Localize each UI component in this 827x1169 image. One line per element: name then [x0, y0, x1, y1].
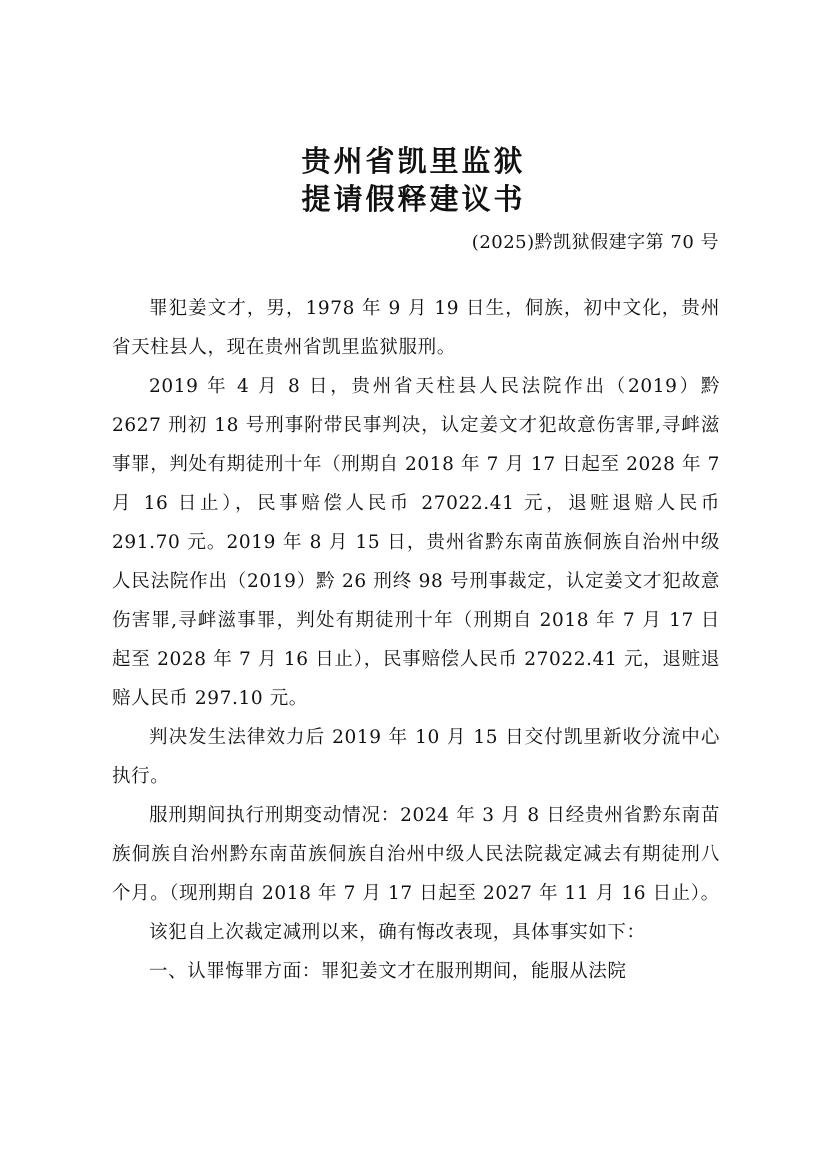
paragraph-sentence-change: 服刑期间执行刑期变动情况：2024 年 3 月 8 日经贵州省黔东南苗族侗族自治州黔东南苗族侗族自治州中级人民法院裁定减去有期徒刑八个月。（现刑期自 2018 年 7 月 17 日起至 2027 年 11 月 16 日止）。 — [112, 805, 720, 904]
paragraph-repentance-intro: 该犯自上次裁定减刑以来，确有悔改表现，具体事实如下： — [149, 922, 646, 943]
paragraph-inmate-info: 罪犯姜文才，男，1978 年 9 月 19 日生，侗族，初中文化，贵州省天柱县人，现在贵州省凯里监狱服刑。 — [112, 298, 720, 358]
document-number: (2025)黔凯狱假建字第 70 号 — [471, 232, 719, 253]
paragraph-confession-section: 一、认罪悔罪方面：罪犯姜文才在服刑期间，能服从法院 — [149, 961, 627, 982]
document-title-issuer: 贵州省凯里监狱 — [301, 144, 526, 178]
paragraph-execution: 判决发生法律效力后 2019 年 10 月 15 日交付凯里新收分流中心执行。 — [112, 727, 720, 787]
document-body — [112, 289, 720, 991]
document-title-type: 提请假释建议书 — [301, 182, 526, 216]
paragraph-sentencing: 2019 年 4 月 8 日，贵州省天柱县人民法院作出（2019）黔 2627 刑初 18 号刑事附带民事判决，认定姜文才犯故意伤害罪,寻衅滋事罪，判处有期徒刑十年（刑期自 2018 年 7 月 17 日起至 2028 年 7 月 16 日止），民事赔偿人民币 27022.41 元，退赃退赔人民币 291.70 元。2019 年 8 月 15 日，贵州省黔东南苗族侗族自治州中级人民法院作出（2019）黔 26 刑终 98 号刑事裁定，认定姜文才犯故意伤害罪,寻衅滋事罪，判处有期徒刑十年（刑期自 2018 年 7 月 17 日起至 2028 年 7 月 16 日止），民事赔偿人民币 27022.41 元，退赃退赔人民币 297.10 元。 — [112, 376, 720, 709]
